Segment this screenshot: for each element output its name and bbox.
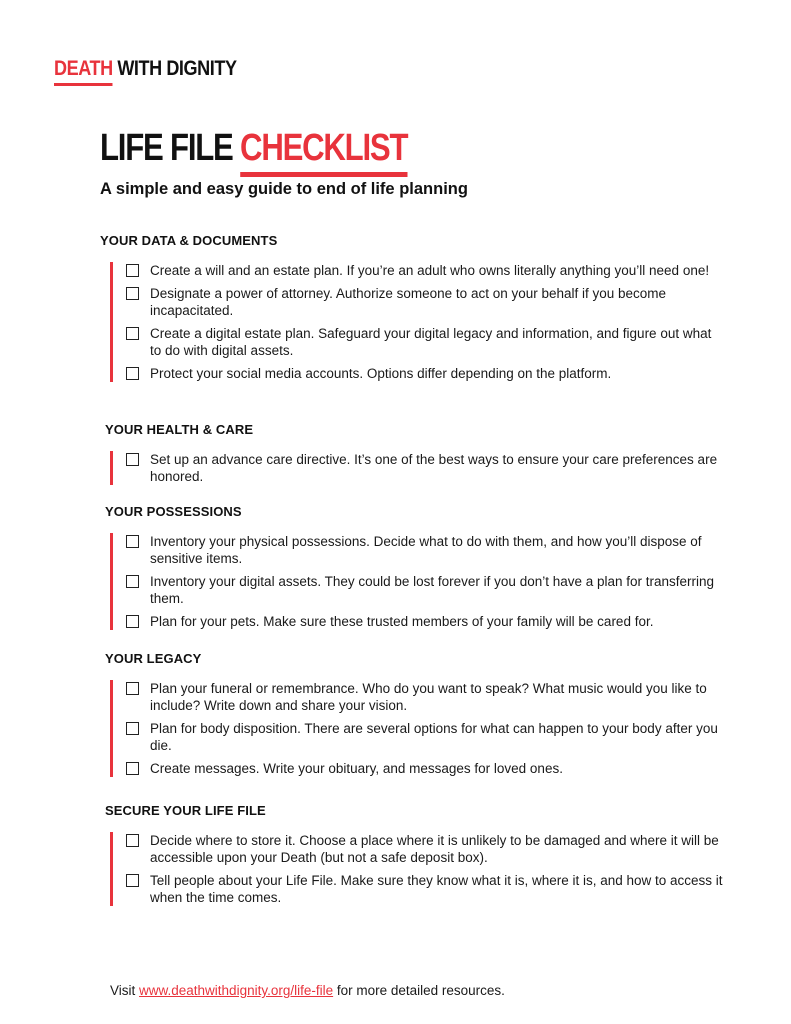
checklist-item-text: Inventory your physical possessions. Decide what to do with them, and how you’ll dispose of sensitive items. (150, 534, 702, 566)
logo-black-text: WITH DIGNITY (117, 57, 237, 80)
section-heading: YOUR HEALTH & CARE (105, 422, 254, 437)
checklist-item (126, 720, 745, 754)
empty-checkbox-icon[interactable] (126, 264, 139, 277)
footer-note (110, 983, 505, 998)
checklist-item (126, 613, 745, 630)
section-heading: YOUR LEGACY (105, 651, 202, 666)
empty-checkbox-icon[interactable] (126, 535, 139, 548)
empty-checkbox-icon[interactable] (126, 682, 139, 695)
checklist-item-text: Decide where to store it. Choose a place where it is unlikely to be damaged and where it will be accessible upon your Death (but not a safe deposit box). (150, 833, 719, 865)
checklist-item-text: Tell people about your Life File. Make sure they know what it is, where it is, and how to access it when the time comes. (150, 873, 723, 905)
section-heading: YOUR POSSESSIONS (105, 504, 242, 519)
checklist-section (105, 651, 745, 777)
checklist-section (100, 233, 740, 382)
page-subtitle: A simple and easy guide to end of life planning (100, 180, 468, 198)
checklist-item-text: Plan for body disposition. There are several options for what can happen to your body after you die. (150, 721, 718, 753)
checklist-section (105, 803, 745, 906)
checklist-items (110, 832, 745, 906)
checklist-item (126, 262, 740, 279)
logo-red-text: DEATH (54, 57, 113, 80)
checklist-item-text: Create a digital estate plan. Safeguard your digital legacy and information, and figure out what to do with digital assets. (150, 326, 712, 358)
empty-checkbox-icon[interactable] (126, 834, 139, 847)
checklist-items (110, 680, 745, 777)
footer-prefix: Visit (110, 983, 140, 998)
empty-checkbox-icon[interactable] (126, 615, 139, 628)
checklist-section (105, 504, 745, 630)
empty-checkbox-icon[interactable] (126, 722, 139, 735)
checklist-item-text: Inventory your digital assets. They could be lost forever if you don’t have a plan for transferring them. (150, 574, 715, 606)
checklist-item (126, 680, 745, 714)
empty-checkbox-icon[interactable] (126, 874, 139, 887)
checklist-item (126, 760, 745, 777)
checklist-item (126, 451, 745, 485)
checklist-item (126, 325, 740, 359)
checklist-item-text: Plan for your pets. Make sure these trusted members of your family will be cared for. (150, 614, 654, 629)
title-red-part: CHECKLIST (240, 127, 408, 169)
checklist-section (105, 422, 745, 485)
title-black-part: LIFE FILE (100, 127, 241, 169)
empty-checkbox-icon[interactable] (126, 327, 139, 340)
checklist-item (126, 285, 740, 319)
checklist-item-text: Designate a power of attorney. Authorize someone to act on your behalf if you become incapacitated. (150, 286, 667, 318)
checklist-item (126, 573, 745, 607)
checklist-item (126, 365, 740, 382)
empty-checkbox-icon[interactable] (126, 762, 139, 775)
section-heading: YOUR DATA & DOCUMENTS (100, 233, 278, 248)
empty-checkbox-icon[interactable] (126, 367, 139, 380)
empty-checkbox-icon[interactable] (126, 287, 139, 300)
checklist-item-text: Create a will and an estate plan. If you’re an adult who owns literally anything you’ll need one! (150, 263, 710, 278)
checklist-item-text: Set up an advance care directive. It’s one of the best ways to ensure your care preferences are honored. (150, 452, 718, 484)
checklist-item-text: Protect your social media accounts. Options differ depending on the platform. (150, 366, 612, 381)
brand-logo (54, 58, 237, 80)
page-title (100, 128, 407, 168)
checklist-item-text: Plan your funeral or remembrance. Who do you want to speak? What music would you like to include? Write down and share your vision. (150, 681, 707, 713)
empty-checkbox-icon[interactable] (126, 453, 139, 466)
checklist-items (110, 533, 745, 630)
checklist-item (126, 533, 745, 567)
empty-checkbox-icon[interactable] (126, 575, 139, 588)
section-heading: SECURE YOUR LIFE FILE (105, 803, 266, 818)
checklist-items (110, 451, 745, 485)
checklist-item-text: Create messages. Write your obituary, and messages for loved ones. (150, 761, 563, 776)
checklist-item (126, 872, 745, 906)
footer-suffix: for more detailed resources. (333, 983, 505, 998)
resources-link[interactable]: www.deathwithdignity.org/life-file (139, 983, 334, 998)
checklist-items (110, 262, 740, 382)
checklist-item (126, 832, 745, 866)
